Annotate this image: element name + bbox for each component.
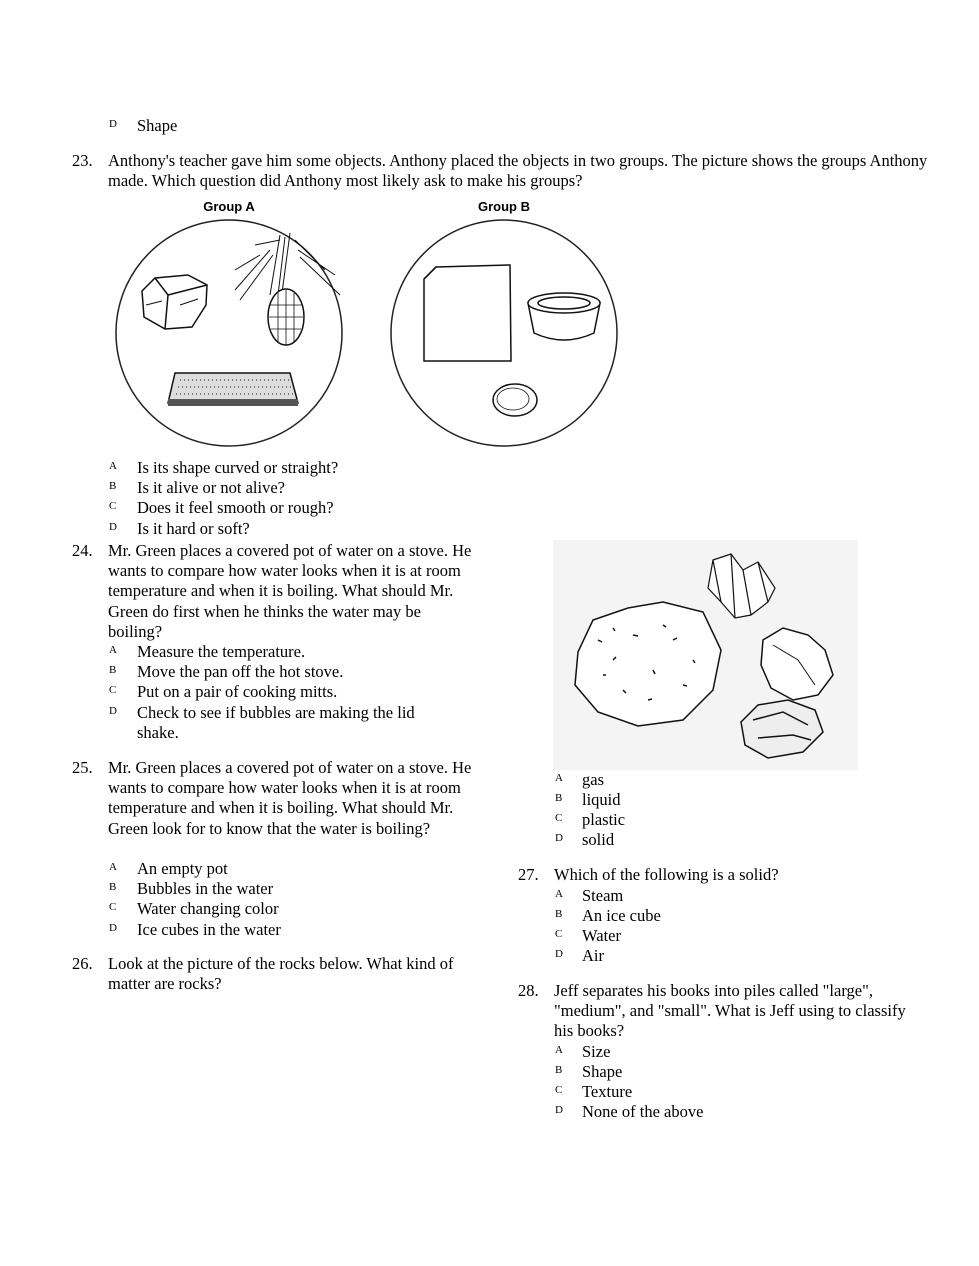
paper-object <box>424 265 511 361</box>
group-a-label: Group A <box>203 199 255 214</box>
option-text[interactable]: Measure the temperature. <box>137 642 306 661</box>
question-text: Mr. Green places a covered pot of water on a stove. He wants to compare how water looks when it is at room temperature and when it is boiling. What should Mr. Green look for to know that the water is boiling? <box>108 758 472 838</box>
option-text[interactable]: Ice cubes in the water <box>137 920 281 939</box>
group-b-label: Group B <box>478 199 530 214</box>
option-text[interactable]: solid <box>582 830 615 849</box>
option-text[interactable]: Put on a pair of cooking mitts. <box>137 682 338 701</box>
question-text: Jeff separates his books into piles called "large", "medium", and "small". What is Jeff using to classify his books? <box>554 981 906 1041</box>
option-letter: D <box>555 1104 563 1116</box>
option-letter: C <box>555 812 563 824</box>
option-text[interactable]: Is it hard or soft? <box>137 519 250 538</box>
question-number: 24. <box>72 541 93 560</box>
rock-object <box>142 275 207 329</box>
option-text[interactable]: Texture <box>582 1082 633 1101</box>
option-text[interactable]: None of the above <box>582 1102 704 1121</box>
option-letter: D <box>109 922 117 934</box>
option-text[interactable]: plastic <box>582 810 626 829</box>
option-text[interactable]: Is its shape curved or straight? <box>137 458 339 477</box>
option-text[interactable]: Does it feel smooth or rough? <box>137 498 334 517</box>
group-a-circle <box>116 220 342 446</box>
question-text: Which of the following is a solid? <box>554 865 779 884</box>
question-text: Look at the picture of the rocks below. What kind of matter are rocks? <box>108 954 454 994</box>
option-letter: C <box>555 1084 563 1096</box>
option-letter: C <box>555 928 563 940</box>
option-text[interactable]: Is it alive or not alive? <box>137 478 285 497</box>
option-letter: A <box>109 861 117 873</box>
question-number: 27. <box>518 865 539 884</box>
option-letter: D <box>109 521 117 533</box>
option-letter: D <box>555 832 563 844</box>
option-text[interactable]: Check to see if bubbles are making the lid shake. <box>137 703 415 743</box>
option-letter: C <box>109 500 117 512</box>
question-number: 25. <box>72 758 93 777</box>
option-text[interactable]: Move the pan off the hot stove. <box>137 662 344 681</box>
option-text[interactable]: Air <box>582 946 604 965</box>
option-letter: B <box>555 792 563 804</box>
option-text[interactable]: liquid <box>582 790 621 809</box>
option-letter: C <box>109 684 117 696</box>
option-letter: D <box>109 705 117 717</box>
option-letter: A <box>555 888 563 900</box>
option-text[interactable]: An ice cube <box>582 906 661 925</box>
option-letter: B <box>555 1064 563 1076</box>
option-letter: B <box>555 908 563 920</box>
option-text[interactable]: Shape <box>582 1062 623 1081</box>
question-number: 23. <box>72 151 93 170</box>
question-number: 26. <box>72 954 93 973</box>
option-letter: A <box>109 644 117 656</box>
option-letter: B <box>109 664 117 676</box>
option-letter: B <box>109 881 117 893</box>
option-letter: D <box>555 948 563 960</box>
option-text[interactable]: Steam <box>582 886 624 905</box>
pinecone-object <box>235 233 340 345</box>
option-text[interactable]: Size <box>582 1042 611 1061</box>
question-number: 28. <box>518 981 539 1000</box>
option-letter: C <box>109 901 117 913</box>
question-text: Mr. Green places a covered pot of water on a stove. He wants to compare how water looks when it is at room temperature and when it is boiling. What should Mr. Green do first when he thinks the water may be boiling? <box>108 541 472 641</box>
ball-object <box>493 384 537 416</box>
option-letter: A <box>109 460 117 472</box>
sponge-object <box>168 373 298 406</box>
option-text[interactable]: Bubbles in the water <box>137 879 274 898</box>
option-text: Shape <box>137 116 178 135</box>
option-letter: D <box>109 118 117 130</box>
option-text[interactable]: An empty pot <box>137 859 228 878</box>
option-letter: A <box>555 1044 563 1056</box>
rocks-figure <box>553 540 858 770</box>
option-text[interactable]: gas <box>582 770 604 789</box>
option-letter: A <box>555 772 563 784</box>
groups-figure <box>110 195 625 453</box>
option-text[interactable]: Water changing color <box>137 899 279 918</box>
option-letter: B <box>109 480 117 492</box>
option-text[interactable]: Water <box>582 926 621 945</box>
bowl-object <box>528 293 600 340</box>
question-text: Anthony's teacher gave him some objects. Anthony placed the objects in two groups. The picture shows the groups Anthony made. Which question did Anthony most likely ask to make his groups? <box>108 151 928 191</box>
